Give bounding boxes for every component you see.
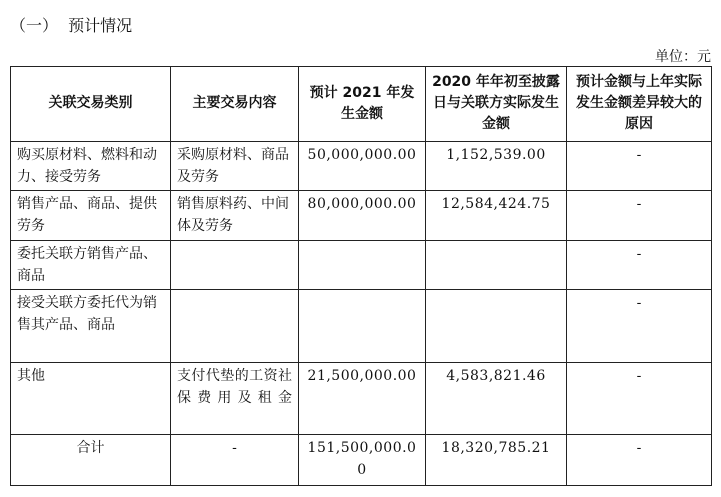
total-reason: - [567, 435, 712, 486]
related-transactions-table [10, 66, 712, 486]
table-row [11, 290, 712, 363]
total-actual: 18,320,785.21 [426, 435, 567, 486]
cell-content [171, 240, 299, 289]
table-row [11, 141, 712, 190]
cell-forecast [299, 240, 426, 289]
table-header-row [11, 67, 712, 142]
cell-reason: - [567, 141, 712, 190]
header-reason: 预计金额与上年实际发生金额差异较大的原因 [567, 67, 712, 142]
cell-content [171, 290, 299, 363]
cell-actual: 12,584,424.75 [426, 191, 567, 240]
cell-category: 销售产品、商品、提供劳务 [11, 191, 171, 240]
cell-forecast [299, 290, 426, 363]
cell-category: 委托关联方销售产品、商品 [11, 240, 171, 289]
cell-actual [426, 290, 567, 363]
table-row [11, 240, 712, 289]
cell-reason: - [567, 240, 712, 289]
header-category: 关联交易类别 [11, 67, 171, 142]
cell-category: 购买原材料、燃料和动力、接受劳务 [11, 141, 171, 190]
cell-content: 采购原材料、商品及劳务 [171, 141, 299, 190]
cell-reason: - [567, 191, 712, 240]
total-label: 合计 [11, 435, 171, 486]
cell-category: 其他 [11, 362, 171, 435]
header-actual: 2020 年年初至披露日与关联方实际发生金额 [426, 67, 567, 142]
header-content: 主要交易内容 [171, 67, 299, 142]
header-forecast: 预计 2021 年发生金额 [299, 67, 426, 142]
section-title: （一） 预计情况 [10, 16, 133, 35]
total-forecast: 151,500,000.00 [299, 435, 426, 486]
table-row [11, 362, 712, 435]
cell-content: 销售原料药、中间体及劳务 [171, 191, 299, 240]
unit-label: 单位：元 [655, 49, 711, 65]
cell-forecast: 80,000,000.00 [299, 191, 426, 240]
cell-forecast: 50,000,000.00 [299, 141, 426, 190]
cell-actual: 4,583,821.46 [426, 362, 567, 435]
cell-content: 支付代垫的工资社保费用及租金 [171, 362, 299, 435]
cell-category: 接受关联方委托代为销售其产品、商品 [11, 290, 171, 363]
cell-forecast: 21,500,000.00 [299, 362, 426, 435]
table-total-row [11, 435, 712, 486]
cell-actual: 1,152,539.00 [426, 141, 567, 190]
cell-reason: - [567, 362, 712, 435]
cell-reason: - [567, 290, 712, 363]
total-content: - [171, 435, 299, 486]
cell-actual [426, 240, 567, 289]
table-row [11, 191, 712, 240]
